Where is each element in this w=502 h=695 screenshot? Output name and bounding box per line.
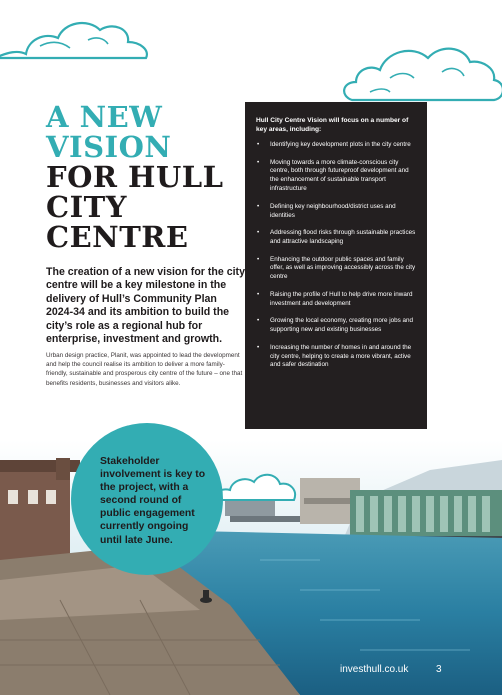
list-item-text: Enhancing the outdoor public spaces and family offer, as well as improving accessibly across the city centre [270, 255, 416, 281]
focus-areas-panel [245, 102, 427, 429]
bullet-icon: • [257, 343, 260, 351]
footer-url[interactable]: investhull.co.uk [340, 664, 409, 675]
bullet-icon: • [257, 158, 260, 166]
cloud-icon [0, 0, 160, 70]
intro-paragraph: The creation of a new vision for the city centre will be a key milestone in the delivery of Hull’s Community Plan 2024-34 and its ambition to build the city’s role as a regional hub for enterprise, investment and growth. [46, 266, 245, 346]
cloud-icon [210, 466, 300, 506]
list-item-text: Moving towards a more climate-conscious city centre, both through futureproof development and the enhancement of sustainable transport infrastructure [270, 158, 409, 193]
list-item-text: Addressing flood risks through sustainable practices and attractive landscaping [270, 229, 416, 246]
bullet-icon: • [257, 290, 260, 298]
list-item [256, 344, 416, 371]
list-item [256, 317, 416, 335]
bullet-icon: • [257, 202, 260, 210]
list-item [256, 203, 416, 221]
page-number: 3 [436, 664, 442, 675]
list-item-text: Growing the local economy, creating more jobs and supporting new and existing businesses [270, 317, 414, 334]
bullet-icon: • [257, 317, 260, 325]
headline-line: VISION [46, 130, 172, 164]
headline-line: FOR HULL [46, 160, 224, 194]
list-item [256, 159, 416, 195]
headline-line: CITY [46, 190, 127, 224]
list-item [256, 141, 416, 150]
callout-text: Stakeholder involvement is key to the project, with a second round of public engagement currently ongoing until late June. [100, 456, 206, 546]
list-item [256, 256, 416, 283]
panel-title: Hull City Centre Vision will focus on a number of key areas, including: [256, 117, 409, 133]
list-item-text: Defining key neighbourhood/district uses and identities [270, 202, 396, 219]
headline-line: A NEW [46, 100, 163, 134]
focus-areas-list [256, 141, 416, 370]
bullet-icon: • [257, 141, 260, 148]
list-item-text: Raising the profile of Hull to help drive more inward investment and development [270, 290, 413, 307]
headline-line: CENTRE [46, 220, 189, 254]
cloud-icon [330, 30, 502, 110]
bullet-icon: • [257, 229, 260, 237]
list-item-text: Increasing the number of homes in and around the city centre, helping to create a more vibrant, active and safer destination [270, 343, 412, 369]
list-item-text: Identifying key development plots in the city centre [270, 141, 411, 148]
page-headline [46, 102, 246, 252]
bullet-icon: • [257, 255, 260, 263]
body-paragraph: Urban design practice, Planit, was appointed to lead the development and help the council realise its ambition to deliver a more family-friendly, sustainable and prosperous city centre of the future – one that benefits residents, businesses and visitors alike. [46, 352, 243, 387]
list-item [256, 291, 416, 309]
list-item [256, 229, 416, 247]
